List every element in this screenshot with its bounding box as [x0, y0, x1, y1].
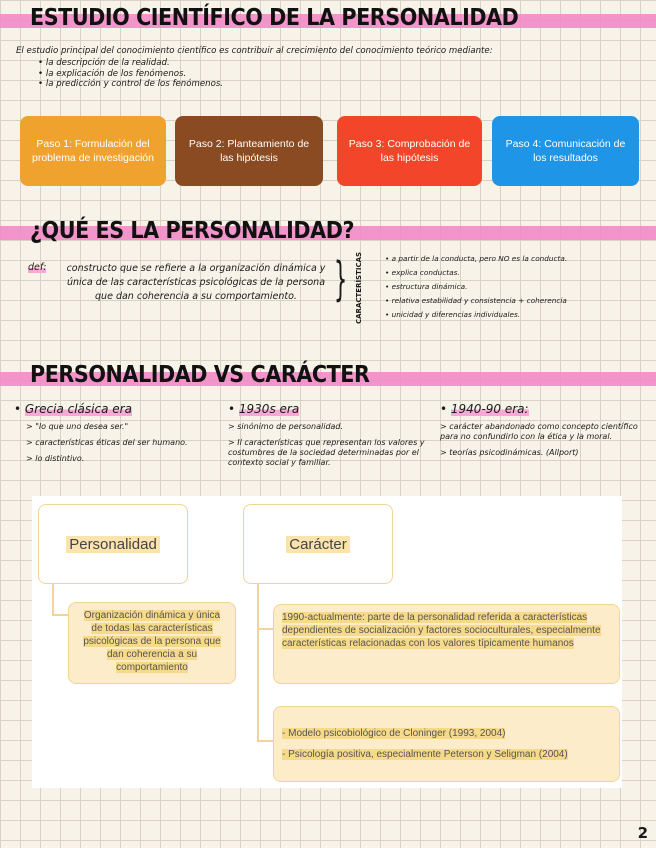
column-grecia	[14, 402, 214, 470]
list-item: • explica conductas.	[385, 266, 650, 280]
column-head: • 1930s era	[228, 402, 300, 416]
connector-line	[257, 584, 259, 740]
models-box	[273, 706, 620, 782]
intro-list	[16, 58, 646, 90]
personalidad-node: Personalidad	[38, 504, 188, 584]
connector-line	[257, 628, 273, 630]
list-item: > Il características que representan los valores y costumbres de la sociedad determinadas por el contexto social y familiar.	[228, 438, 428, 468]
caracter-node: Carácter	[243, 504, 393, 584]
list-item: - Modelo psicobiológico de Cloninger (1993, 2004)	[282, 728, 506, 739]
step-1-box: Paso 1: Formulación del problema de investigación	[20, 116, 166, 186]
step-3-box: Paso 3: Comprobación de las hipótesis	[337, 116, 482, 186]
connector-line	[257, 740, 273, 742]
list-item: • unicidad y diferencias individuales.	[385, 308, 650, 322]
step-2-box: Paso 2: Planteamiento de las hipótesis	[175, 116, 323, 186]
list-item: • a partir de la conducta, pero NO es la conducta.	[385, 252, 650, 266]
intro-text: El estudio principal del conocimiento científico es contribuir al crecimiento del conocimiento teórico mediante:	[16, 46, 493, 56]
list-item: • la descripción de la realidad.	[38, 58, 646, 69]
section1-title: ESTUDIO CIENTÍFICO DE LA PERSONALIDAD	[30, 5, 519, 31]
connector-line	[52, 584, 54, 614]
page-number: 2	[637, 824, 648, 842]
intro-block	[16, 46, 646, 90]
connector-line	[52, 614, 68, 616]
section2-title: ¿QUÉ ES LA PERSONALIDAD?	[30, 218, 355, 244]
list-item: • estructura dinámica.	[385, 280, 650, 294]
list-item: > "lo que uno desea ser."	[14, 422, 214, 432]
list-item: • la predicción y control de los fenómenos.	[38, 79, 646, 90]
column-1930s	[228, 402, 428, 474]
list-item: > carácter abandonado como concepto científico para no confundirlo con la ética y la moral.	[440, 422, 645, 442]
list-item: > características éticas del ser humano.	[14, 438, 214, 448]
personalidad-description: Organización dinámica y única de todas las características psicológicas de la persona que dan coherencia a su comportamiento	[68, 602, 236, 684]
column-head: • Grecia clásica era	[14, 402, 132, 416]
list-item: • relativa estabilidad y consistencia + coherencia	[385, 294, 650, 308]
list-item: > sinónimo de personalidad.	[228, 422, 428, 432]
characteristics-label: CARACTERÍSTICAS	[355, 251, 363, 325]
definition-text: constructo que se refiere a la organización dinámica y única de las características psicológicas de la persona que dan coherencia a su comportamiento.	[66, 263, 326, 302]
caracter-description: 1990-actualmente: parte de la personalidad referida a características dependientes de socialización y factores socioculturales, especialmente características relacionadas con los valores típicamente humanos	[273, 604, 620, 684]
column-head: • 1940-90 era:	[440, 402, 529, 416]
list-item: • la explicación de los fenómenos.	[38, 69, 646, 80]
list-item: > lo distintivo.	[14, 454, 214, 464]
def-label: def:	[28, 262, 47, 273]
list-item: - Psicología positiva, especialmente Peterson y Seligman (2004)	[282, 749, 568, 760]
section3-title: PERSONALIDAD VS CARÁCTER	[30, 362, 370, 388]
brace-icon: }	[334, 252, 348, 306]
list-item: > teorías psicodinámicas. (Allport)	[440, 448, 645, 458]
characteristics-list	[385, 252, 650, 322]
step-4-box: Paso 4: Comunicación de los resultados	[492, 116, 639, 186]
column-1940-90	[440, 402, 645, 464]
concept-diagram	[32, 496, 622, 788]
